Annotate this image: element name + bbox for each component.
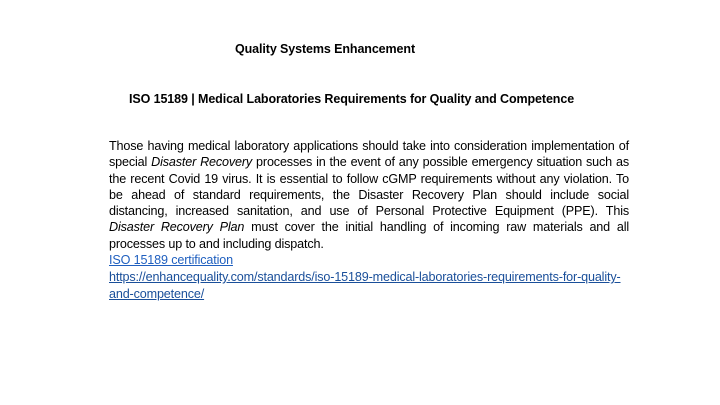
paragraph-text-3: must cover the initial handling of incoming raw materials and all processes up to and including dispatch. xyxy=(109,220,629,251)
links-section xyxy=(109,252,629,303)
certification-link[interactable]: ISO 15189 certification xyxy=(109,253,233,267)
emphasis-disaster-recovery: Disaster Recovery xyxy=(151,155,253,170)
paragraph-text-1: Those having medical laboratory applications should take into consideration implementation of special xyxy=(109,139,629,170)
body-paragraph xyxy=(109,138,629,252)
emphasis-disaster-recovery-plan: Disaster Recovery Plan xyxy=(109,220,245,235)
document-subtitle: ISO 15189 | Medical Laboratories Requirements for Quality and Competence xyxy=(129,92,575,106)
url-link[interactable]: https://enhancequality.com/standards/iso-15189-medical-laboratories-requirements-for-quality-and-competence/ xyxy=(109,270,621,301)
paragraph-text-2: processes in the event of any possible emergency situation such as the recent Covid 19 virus. It is essential to follow cGMP requirements without any violation. To be ahead of standard requirements, the Disaster Recovery Plan should include social distancing, increased sanitation, and use of Personal Protective Equipment (PPE). This xyxy=(109,155,629,219)
document-title: Quality Systems Enhancement xyxy=(235,42,416,56)
